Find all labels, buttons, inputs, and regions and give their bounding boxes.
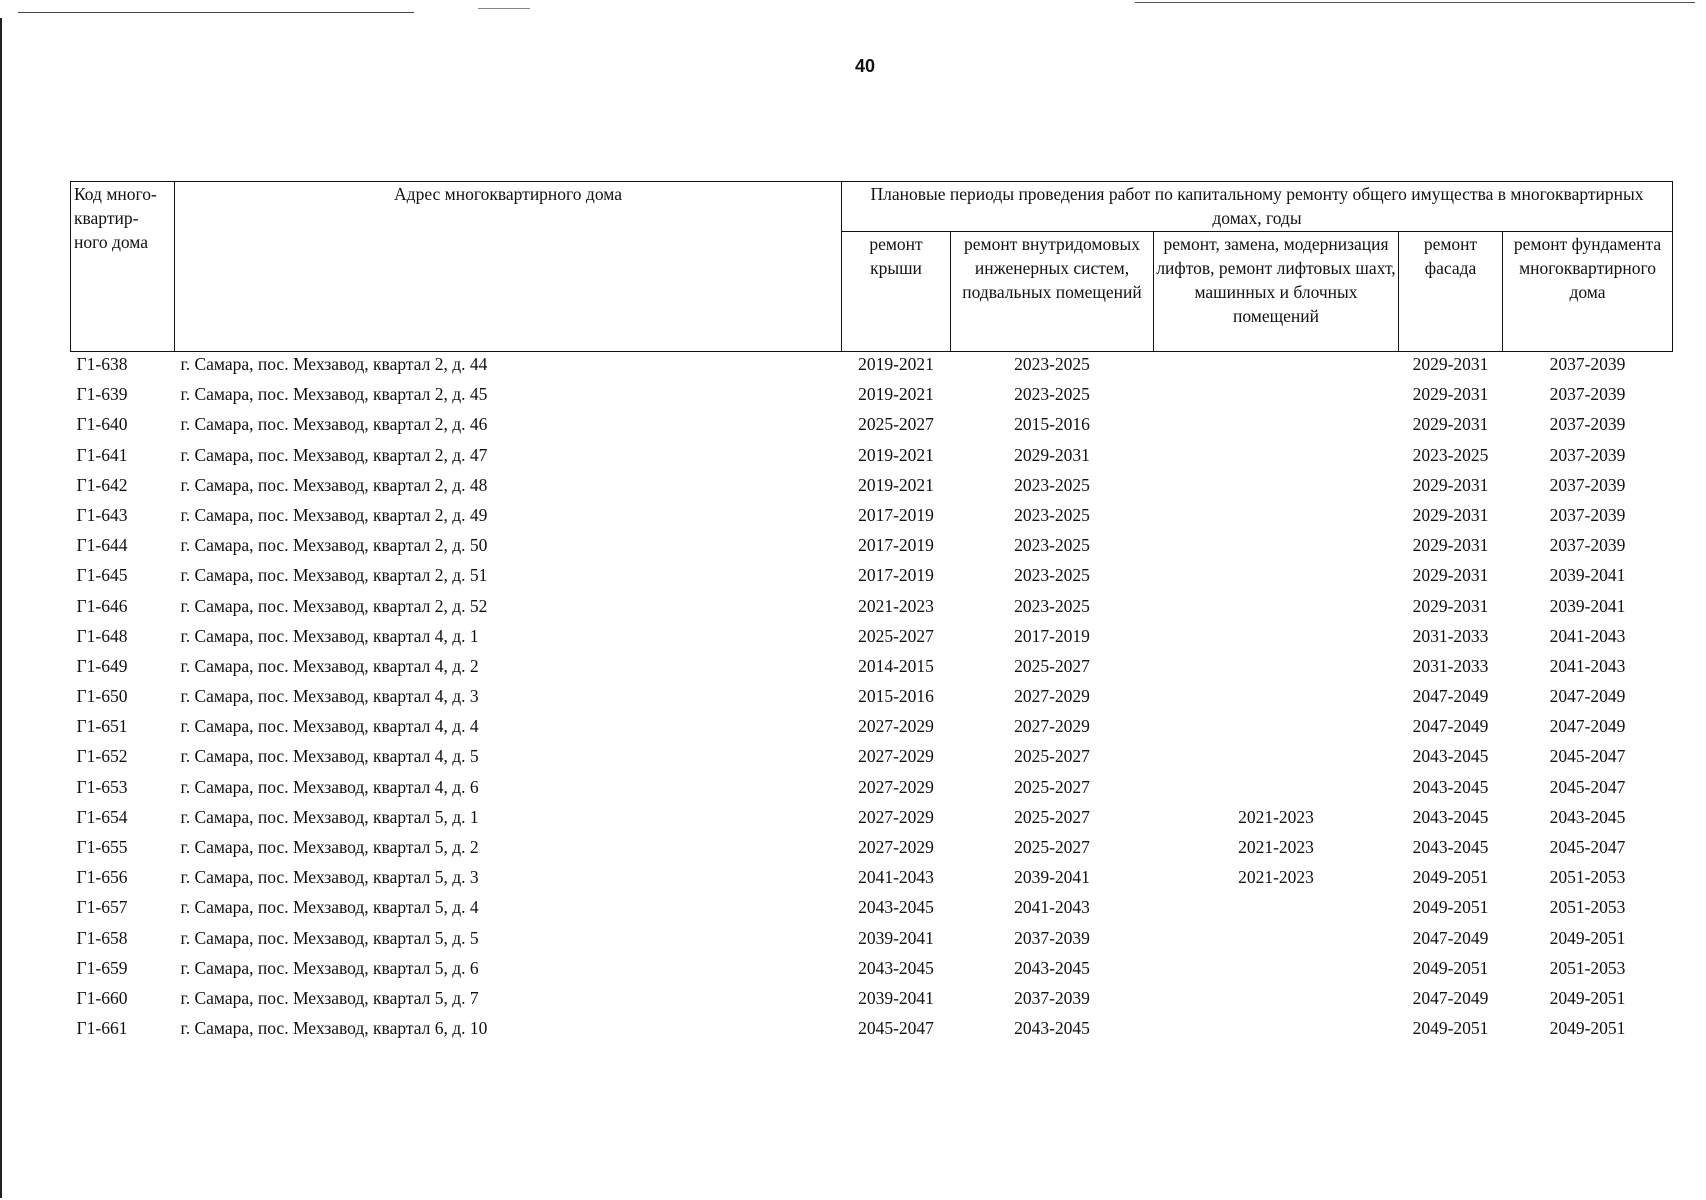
cell-roof: 2021-2023 — [858, 595, 934, 616]
cell-facade: 2029-2031 — [1412, 595, 1489, 616]
cell-address: г. Самара, пос. Мехзавод, квартал 4, д. 2 — [180, 655, 479, 676]
cell-foundation: 2051-2053 — [1549, 897, 1626, 918]
cell-engineering: 2025-2027 — [1014, 776, 1090, 797]
cell-elevators — [1154, 443, 1399, 473]
cell-engineering: 2043-2045 — [1014, 957, 1090, 978]
cell-engineering: 2025-2027 — [1014, 746, 1090, 767]
cell-roof: 2019-2021 — [858, 444, 934, 465]
cell-address: г. Самара, пос. Мехзавод, квартал 2, д. 46 — [180, 414, 488, 435]
cell-foundation: 2051-2053 — [1549, 867, 1626, 888]
cell-address: г. Самара, пос. Мехзавод, квартал 5, д. 4 — [180, 897, 479, 918]
cell-code: Г1-650 — [76, 686, 128, 707]
cell-elevators — [1154, 382, 1399, 412]
table-row — [71, 744, 1673, 774]
cell-foundation: 2037-2039 — [1549, 474, 1626, 495]
cell-engineering: 2027-2029 — [1014, 686, 1090, 707]
table-row — [71, 986, 1673, 1016]
cell-roof: 2017-2019 — [858, 565, 934, 586]
cell-address: г. Самара, пос. Мехзавод, квартал 6, д. 10 — [180, 1018, 488, 1039]
cell-engineering: 2029-2031 — [1014, 444, 1090, 465]
cell-foundation: 2045-2047 — [1549, 746, 1626, 767]
cell-roof: 2027-2029 — [858, 776, 934, 797]
cell-facade: 2029-2031 — [1412, 474, 1489, 495]
cell-code: Г1-654 — [76, 806, 128, 827]
cell-facade: 2049-2051 — [1412, 1018, 1489, 1039]
cell-code: Г1-661 — [76, 1018, 128, 1039]
header-engineering: ремонт внутридомовых инженерных систем, подвальных помещений — [951, 232, 1154, 352]
cell-roof: 2027-2029 — [858, 746, 934, 767]
cell-engineering: 2023-2025 — [1014, 595, 1090, 616]
header-elevators: ремонт, замена, модернизация лифтов, ремонт лифтовых шахт, машинных и блочных помещений — [1154, 232, 1399, 352]
table-row — [71, 805, 1673, 835]
cell-facade: 2049-2051 — [1412, 867, 1489, 888]
cell-address: г. Самара, пос. Мехзавод, квартал 2, д. 50 — [180, 535, 488, 556]
cell-foundation: 2045-2047 — [1549, 776, 1626, 797]
cell-roof: 2041-2043 — [858, 867, 934, 888]
cell-facade: 2023-2025 — [1412, 444, 1489, 465]
table-row — [71, 714, 1673, 744]
table-row — [71, 412, 1673, 442]
cell-address: г. Самара, пос. Мехзавод, квартал 4, д. 5 — [180, 746, 479, 767]
cell-roof: 2014-2015 — [858, 655, 934, 676]
cell-engineering: 2025-2027 — [1014, 655, 1090, 676]
cell-elevators — [1154, 533, 1399, 563]
table-header — [71, 182, 1673, 352]
cell-code: Г1-656 — [76, 867, 128, 888]
cell-elevators — [1154, 775, 1399, 805]
cell-code: Г1-657 — [76, 897, 128, 918]
cell-engineering: 2041-2043 — [1014, 897, 1090, 918]
cell-code: Г1-643 — [76, 504, 128, 525]
cell-elevators — [1154, 684, 1399, 714]
cell-foundation: 2041-2043 — [1549, 625, 1626, 646]
table-body — [71, 352, 1673, 1047]
cell-code: Г1-658 — [76, 927, 128, 948]
cell-elevators: 2021-2023 — [1238, 867, 1314, 888]
scan-top-rule-right — [1135, 2, 1695, 3]
cell-code: Г1-638 — [76, 354, 128, 374]
cell-engineering: 2025-2027 — [1014, 837, 1090, 857]
table-row — [71, 533, 1673, 563]
cell-engineering: 2017-2019 — [1014, 625, 1090, 646]
cell-elevators: 2021-2023 — [1238, 806, 1314, 827]
cell-code: Г1-645 — [76, 565, 128, 586]
cell-facade: 2043-2045 — [1412, 746, 1489, 767]
cell-facade: 2029-2031 — [1412, 504, 1489, 525]
cell-facade: 2029-2031 — [1412, 384, 1489, 405]
cell-roof: 2019-2021 — [858, 384, 934, 405]
table-row — [71, 473, 1673, 503]
table-row — [71, 563, 1673, 593]
cell-elevators — [1154, 956, 1399, 986]
cell-code: Г1-659 — [76, 957, 128, 978]
cell-address: г. Самара, пос. Мехзавод, квартал 4, д. 3 — [180, 686, 479, 707]
table-row — [71, 956, 1673, 986]
cell-code: Г1-660 — [76, 987, 128, 1008]
cell-elevators — [1154, 624, 1399, 654]
cell-code: Г1-652 — [76, 746, 128, 767]
scan-top-rule-left — [18, 12, 414, 13]
cell-foundation: 2049-2051 — [1549, 927, 1626, 948]
table-row — [71, 654, 1673, 684]
cell-elevators — [1154, 563, 1399, 593]
cell-roof: 2045-2047 — [858, 1018, 934, 1039]
cell-foundation: 2047-2049 — [1549, 686, 1626, 707]
cell-facade: 2043-2045 — [1412, 806, 1489, 827]
cell-elevators — [1154, 714, 1399, 744]
cell-engineering: 2015-2016 — [1014, 414, 1090, 435]
cell-elevators — [1154, 412, 1399, 442]
cell-address: г. Самара, пос. Мехзавод, квартал 4, д. 1 — [180, 625, 479, 646]
cell-foundation: 2039-2041 — [1549, 565, 1626, 586]
cell-facade: 2047-2049 — [1412, 987, 1489, 1008]
table-row — [71, 835, 1673, 865]
cell-code: Г1-641 — [76, 444, 128, 465]
cell-elevators: 2021-2023 — [1238, 837, 1314, 857]
cell-elevators — [1154, 473, 1399, 503]
cell-elevators — [1154, 744, 1399, 774]
cell-roof: 2025-2027 — [858, 414, 934, 435]
cell-facade: 2029-2031 — [1412, 565, 1489, 586]
cell-foundation: 2049-2051 — [1549, 1018, 1626, 1039]
cell-code: Г1-653 — [76, 776, 128, 797]
cell-address: г. Самара, пос. Мехзавод, квартал 2, д. 49 — [180, 504, 488, 525]
cell-roof: 2039-2041 — [858, 987, 934, 1008]
cell-elevators — [1154, 1016, 1399, 1046]
cell-engineering: 2023-2025 — [1014, 474, 1090, 495]
table-row — [71, 352, 1673, 383]
cell-roof: 2027-2029 — [858, 806, 934, 827]
cell-engineering: 2043-2045 — [1014, 1018, 1090, 1039]
cell-foundation: 2037-2039 — [1549, 444, 1626, 465]
cell-foundation: 2039-2041 — [1549, 595, 1626, 616]
cell-engineering: 2039-2041 — [1014, 867, 1090, 888]
cell-address: г. Самара, пос. Мехзавод, квартал 5, д. 6 — [180, 957, 479, 978]
cell-foundation: 2037-2039 — [1549, 384, 1626, 405]
cell-code: Г1-651 — [76, 716, 128, 737]
cell-facade: 2043-2045 — [1412, 776, 1489, 797]
cell-facade: 2031-2033 — [1412, 625, 1489, 646]
cell-elevators — [1154, 654, 1399, 684]
cell-foundation: 2045-2047 — [1549, 837, 1626, 857]
cell-code: Г1-642 — [76, 474, 128, 495]
header-code: Код много- квартир- ного дома — [71, 182, 175, 352]
cell-address: г. Самара, пос. Мехзавод, квартал 4, д. 4 — [180, 716, 479, 737]
cell-engineering: 2023-2025 — [1014, 535, 1090, 556]
cell-roof: 2039-2041 — [858, 927, 934, 948]
cell-facade: 2049-2051 — [1412, 897, 1489, 918]
cell-engineering: 2023-2025 — [1014, 504, 1090, 525]
cell-facade: 2029-2031 — [1412, 414, 1489, 435]
table-row — [71, 594, 1673, 624]
cell-address: г. Самара, пос. Мехзавод, квартал 5, д. 1 — [180, 806, 479, 827]
table-row — [71, 865, 1673, 895]
cell-foundation: 2047-2049 — [1549, 716, 1626, 737]
cell-address: г. Самара, пос. Мехзавод, квартал 5, д. 3 — [180, 867, 479, 888]
cell-roof: 2019-2021 — [858, 474, 934, 495]
cell-engineering: 2037-2039 — [1014, 927, 1090, 948]
cell-engineering: 2027-2029 — [1014, 716, 1090, 737]
cell-address: г. Самара, пос. Мехзавод, квартал 2, д. 52 — [180, 595, 488, 616]
cell-facade: 2029-2031 — [1412, 354, 1489, 374]
cell-address: г. Самара, пос. Мехзавод, квартал 2, д. 45 — [180, 384, 488, 405]
cell-elevators — [1154, 895, 1399, 925]
cell-foundation: 2041-2043 — [1549, 655, 1626, 676]
cell-foundation: 2037-2039 — [1549, 504, 1626, 525]
cell-roof: 2025-2027 — [858, 625, 934, 646]
scan-top-rule-mid — [478, 8, 530, 9]
cell-address: г. Самара, пос. Мехзавод, квартал 2, д. 44 — [180, 354, 488, 374]
table-row — [71, 895, 1673, 925]
header-facade: ремонт фасада — [1399, 232, 1503, 352]
cell-code: Г1-648 — [76, 625, 128, 646]
page-number: 40 — [854, 56, 876, 76]
table-row — [71, 1016, 1673, 1046]
cell-engineering: 2025-2027 — [1014, 806, 1090, 827]
cell-address: г. Самара, пос. Мехзавод, квартал 5, д. 2 — [180, 837, 479, 857]
cell-foundation: 2037-2039 — [1549, 535, 1626, 556]
cell-code: Г1-639 — [76, 384, 128, 405]
cell-code: Г1-644 — [76, 535, 128, 556]
cell-roof: 2019-2021 — [858, 354, 934, 374]
cell-foundation: 2051-2053 — [1549, 957, 1626, 978]
cell-engineering: 2023-2025 — [1014, 354, 1090, 374]
cell-roof: 2027-2029 — [858, 837, 934, 857]
scan-left-edge — [0, 18, 2, 1198]
cell-foundation: 2049-2051 — [1549, 987, 1626, 1008]
table-row — [71, 624, 1673, 654]
repair-schedule-table — [70, 181, 1673, 1046]
cell-facade: 2031-2033 — [1412, 655, 1489, 676]
header-roof: ремонт крыши — [842, 232, 951, 352]
cell-code: Г1-646 — [76, 595, 128, 616]
cell-facade: 2047-2049 — [1412, 686, 1489, 707]
cell-elevators — [1154, 926, 1399, 956]
table-row — [71, 684, 1673, 714]
cell-code: Г1-649 — [76, 655, 128, 676]
cell-engineering: 2023-2025 — [1014, 384, 1090, 405]
cell-code: Г1-640 — [76, 414, 128, 435]
cell-engineering: 2023-2025 — [1014, 565, 1090, 586]
cell-roof: 2027-2029 — [858, 716, 934, 737]
header-planned-periods: Плановые периоды проведения работ по капитальному ремонту общего имущества в многоквартирных домах, годы — [842, 182, 1673, 232]
cell-foundation: 2037-2039 — [1549, 354, 1626, 374]
cell-address: г. Самара, пос. Мехзавод, квартал 4, д. 6 — [180, 776, 479, 797]
cell-facade: 2049-2051 — [1412, 957, 1489, 978]
cell-facade: 2043-2045 — [1412, 837, 1489, 857]
cell-facade: 2047-2049 — [1412, 927, 1489, 948]
table-row — [71, 926, 1673, 956]
cell-elevators — [1154, 352, 1399, 383]
cell-address: г. Самара, пос. Мехзавод, квартал 2, д. 48 — [180, 474, 488, 495]
table-row — [71, 503, 1673, 533]
cell-roof: 2015-2016 — [858, 686, 934, 707]
cell-elevators — [1154, 986, 1399, 1016]
table-row — [71, 382, 1673, 412]
table-row — [71, 443, 1673, 473]
cell-engineering: 2037-2039 — [1014, 987, 1090, 1008]
table-row — [71, 775, 1673, 805]
cell-facade: 2029-2031 — [1412, 535, 1489, 556]
cell-facade: 2047-2049 — [1412, 716, 1489, 737]
cell-address: г. Самара, пос. Мехзавод, квартал 2, д. 51 — [180, 565, 488, 586]
cell-roof: 2017-2019 — [858, 535, 934, 556]
cell-roof: 2043-2045 — [858, 897, 934, 918]
header-address: Адрес многоквартирного дома — [175, 182, 842, 352]
cell-code: Г1-655 — [76, 837, 128, 857]
cell-foundation: 2037-2039 — [1549, 414, 1626, 435]
cell-foundation: 2043-2045 — [1549, 806, 1626, 827]
cell-address: г. Самара, пос. Мехзавод, квартал 5, д. 7 — [180, 987, 479, 1008]
cell-elevators — [1154, 594, 1399, 624]
cell-address: г. Самара, пос. Мехзавод, квартал 2, д. 47 — [180, 444, 488, 465]
cell-address: г. Самара, пос. Мехзавод, квартал 5, д. 5 — [180, 927, 479, 948]
cell-roof: 2017-2019 — [858, 504, 934, 525]
header-foundation: ремонт фундамента многоквартирного дома — [1503, 232, 1673, 352]
cell-roof: 2043-2045 — [858, 957, 934, 978]
cell-elevators — [1154, 503, 1399, 533]
